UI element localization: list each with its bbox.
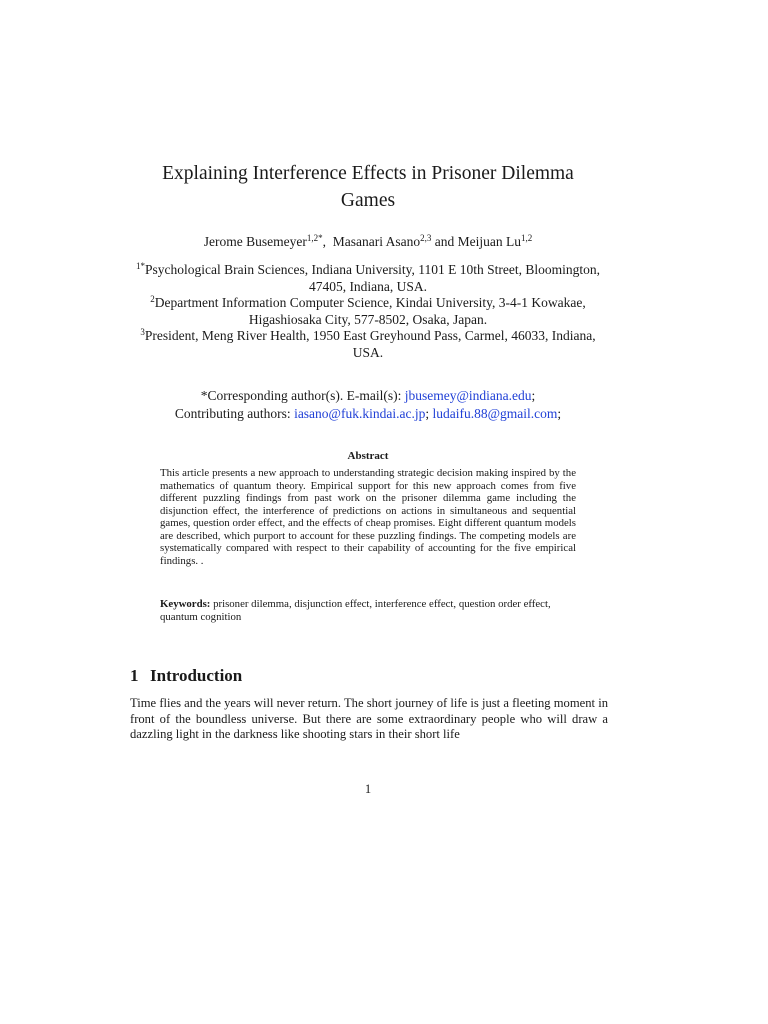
affiliation-mark: 3 [140,327,145,337]
page-number: 1 [364,782,372,796]
affiliation [130,295,606,328]
contributing-email-link-2[interactable]: ludaifu.88@gmail.com [432,406,558,421]
punctuation: ; [425,406,433,421]
author-separator: , [322,234,333,249]
author-superscript: 1,2* [306,233,323,243]
contributing-line [110,405,626,423]
corresponding-email-link[interactable]: jbusemey@indiana.edu [404,388,532,403]
punctuation: ; [557,406,562,421]
intro-paragraph: Time flies and the years will never return. The short journey of life is just a fleeting moment in front of the boundless universe. But there are some extraordinary people who will draw a dazzling light in the darkness like shooting stars in their short life [130,696,608,741]
keywords-label: Keywords: [160,598,211,610]
author-superscript: 2,3 [420,233,432,243]
author-name: Jerome Busemeyer [203,234,307,249]
paper-title: Explaining Interference Effects in Prisoner Dilemma Games [162,163,574,211]
affiliation-text: Psychological Brain Sciences, Indiana University, 1101 E 10th Street, Bloomington, 47405, Indiana, USA. [145,262,600,294]
affiliation-mark: 1* [136,261,146,271]
corresponding-label: *Corresponding author(s). E-mail(s): [200,388,405,403]
affiliations [130,262,606,361]
affiliation-text: Department Information Computer Science, Kindai University, 3-4-1 Kowakae, Higashiosaka City, 577-8502, Osaka, Japan. [154,295,586,327]
author-superscript: 1,2 [520,233,533,243]
correspondence-block [110,387,626,423]
section-number: 1 [130,666,139,685]
author-name: Masanari Asano [332,234,421,249]
keywords [160,598,576,623]
author-name: Meijuan Lu [457,234,521,249]
affiliation [130,262,606,295]
author-separator: and [431,234,458,249]
section-heading [130,666,606,686]
affiliation-text: President, Meng River Health, 1950 East Greyhound Pass, Carmel, 46033, Indiana, USA. [144,328,596,360]
section-title: Introduction [150,666,243,685]
abstract-text: This article presents a new approach to understanding strategic decision making inspired by the mathematics of quantum theory. Empirical support for this new approach comes from five different puzzling findings from past work on the prisoner dilemma game including the disjunction effect, the interference of predictions on actions in simultaneous and sequential games, question order effect, and the effects of cheap promises. Eight different quantum models are described, which purport to account for these puzzling findings. The competing models are systematically compared with respect to their capability of accounting for the five empirical findings. . [160,467,576,567]
corresponding-line [110,387,626,405]
keywords-text: prisoner dilemma, disjunction effect, interference effect, question order effect, quantum cognition [160,598,551,623]
affiliation-mark: 2 [150,294,155,304]
author-line [120,233,616,251]
punctuation: ; [531,388,536,403]
contributing-email-link-1[interactable]: iasano@fuk.kindai.ac.jp [294,406,426,421]
contributing-label: Contributing authors: [174,406,295,421]
affiliation [130,328,606,361]
abstract-heading: Abstract [347,450,389,462]
